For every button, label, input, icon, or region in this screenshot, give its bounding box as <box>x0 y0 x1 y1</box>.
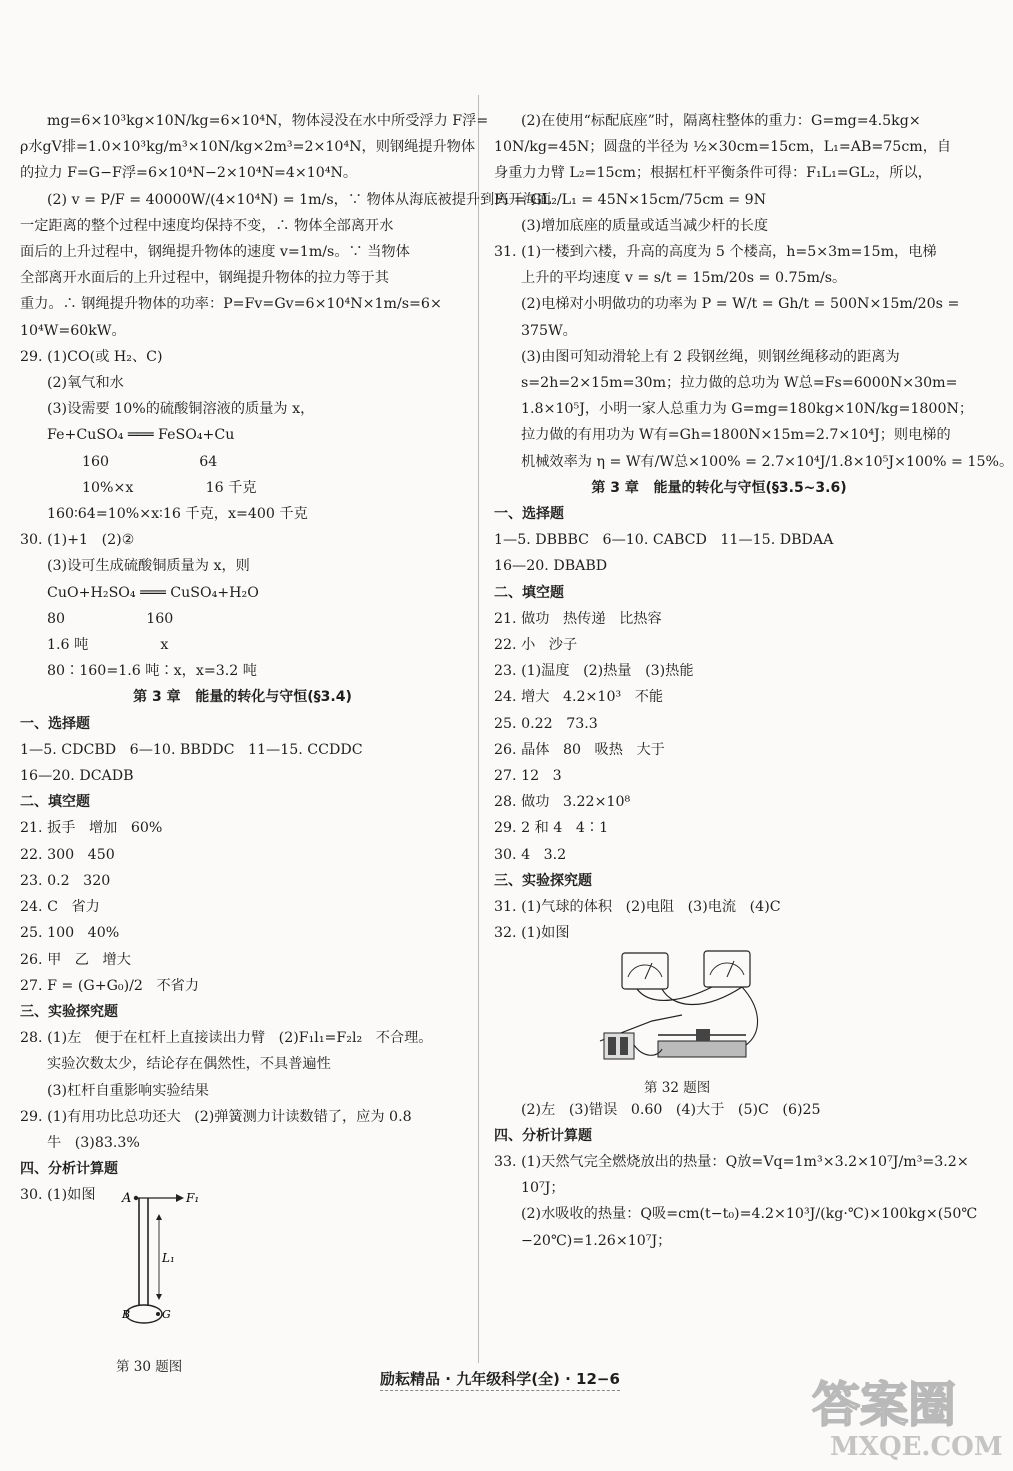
label-B: B <box>122 1308 131 1322</box>
footer-text: 励耘精品 · 九年级科学(全) · 12−6 <box>380 1370 620 1388</box>
section-title: 三、实验探究题 <box>20 1003 118 1020</box>
text-line: 375W。 <box>521 322 577 339</box>
text-line: 16—20. DCADB <box>20 768 134 785</box>
section-title: 二、填空题 <box>494 584 564 601</box>
text-line: s=2h=2×15m=30m；拉力做的总功为 W总=Fs=6000N×30m= <box>521 375 958 392</box>
text-line: 23. 0.2 320 <box>20 872 111 889</box>
answer-31: 31. (1)一楼到六楼，升高的高度为 5 个楼高，h=5×3m=15m，电梯 <box>494 244 937 261</box>
label-F1: F₁ <box>186 1191 200 1206</box>
formula-line: (2)电梯对小明做功的功率为 P = W/t = Gh/t = 500N×15m/20s = <box>521 296 960 313</box>
figure-caption: 第 30 题图 <box>116 1359 183 1376</box>
text-line: 面后的上升过程中，钢绳提升物体的速度 v=1m/s。∵ 当物体 <box>20 244 410 261</box>
watermark-brand: 答案圈 <box>812 1377 957 1433</box>
text-line: (3)设可生成硫酸铜质量为 x，则 <box>47 558 250 575</box>
watermark-logo <box>804 1361 1003 1462</box>
text-line: (2)在使用“标配底座”时，隔离柱整体的重力：G=mg=4.5kg× <box>521 113 921 129</box>
text-line: 的拉力 F=G−F浮=6×10⁴N−2×10⁴N=4×10⁴N。 <box>20 165 358 182</box>
figure-30 <box>20 1182 465 1382</box>
text-line: 31. (1)气球的体积 (2)电阻 (3)电流 (4)C <box>494 899 781 916</box>
formula-line: 上升的平均速度 v = s/t = 15m/20s = 0.75m/s。 <box>521 270 847 287</box>
text-line: 160∶64=10%×x∶16 千克，x=400 千克 <box>47 506 308 523</box>
watermark-url: MXQE.COM <box>830 1432 1003 1462</box>
text-line: (3)增加底座的质量或适当减少杆的长度 <box>521 217 769 234</box>
text-line: (3)由图可知动滑轮上有 2 段钢丝绳，则钢丝绳移动的距离为 <box>521 348 900 365</box>
text-line: (3)设需要 10%的硫酸铜溶液的质量为 x， <box>47 401 315 418</box>
section-title: 一、选择题 <box>20 715 90 732</box>
text-line: 22. 300 450 <box>20 846 115 863</box>
equation-line: Fe+CuSO₄ ═══ FeSO₄+Cu <box>47 427 235 444</box>
text-line: 32. (1)如图 <box>494 925 570 942</box>
text-line: 80 160 <box>47 610 174 627</box>
text-line: 22. 小 沙子 <box>494 637 578 654</box>
text-line: 10⁴W=60kW。 <box>20 322 126 339</box>
lever-diagram <box>102 1186 222 1336</box>
text-line: 一定距离的整个过程中速度均保持不变，∴ 物体全部离开水 <box>20 217 394 234</box>
text-line: 重力。∴ 钢绳提升物体的功率：P=Fv=Gv=6×10⁴N×1m/s=6× <box>20 296 442 313</box>
right-column <box>494 108 1013 1254</box>
text-line: 25. 100 40% <box>20 925 120 942</box>
text-line: 30. 4 3.2 <box>494 846 567 863</box>
equation-line: CuO+H₂SO₄ ═══ CuSO₄+H₂O <box>47 584 259 601</box>
text-line: 全部离开水面后的上升过程中，钢绳提升物体的拉力等于其 <box>20 270 389 287</box>
text-line: 29. (1)有用功比总功还大 (2)弹簧测力计读数错了，应为 0.8 <box>20 1108 412 1125</box>
text-line: 牛 (3)83.3% <box>47 1134 140 1151</box>
formula-line: 机械效率为 η = W有/W总×100% = 2.7×10⁴J/1.8×10⁵J×100% = 15%。 <box>521 453 1013 470</box>
text-line: (2)左 (3)错误 0.60 (4)大于 (5)C (6)25 <box>521 1101 821 1118</box>
text-line: (2)水吸收的热量：Q吸=cm(t−t₀)=4.2×10³J/(kg·℃)×100kg×(50℃ <box>521 1206 978 1223</box>
text-line: 80∶160=1.6 吨∶x，x=3.2 吨 <box>47 663 257 680</box>
section-title: 二、填空题 <box>20 794 90 811</box>
section-title: 四、分析计算题 <box>20 1161 118 1178</box>
formula-line: F₁ = GL₂/L₁ = 45N×15cm/75cm = 9N <box>494 191 767 208</box>
text-line: 10⁷J； <box>521 1180 565 1197</box>
text-line: 30. (1)如图 <box>20 1187 96 1204</box>
text-line: mg=6×10³kg×10N/kg=6×10⁴N，物体浸没在水中所受浮力 F浮= <box>47 113 489 129</box>
text-line: −20℃)=1.26×10⁷J； <box>521 1232 672 1249</box>
text-line: (3)杠杆自重影响实验结果 <box>47 1082 209 1099</box>
text-line: 10N/kg=45N；圆盘的半径为 ½×30cm=15cm，L₁=AB=75cm，自 <box>494 139 952 156</box>
label-L1: L₁ <box>162 1251 175 1266</box>
text-line: (2)氧气和水 <box>47 375 124 392</box>
answer-30: 30. (1)+1 (2)② <box>20 532 135 549</box>
text-line: ρ水gV排=1.0×10³kg/m³×10N/kg×2m³=2×10⁴N，则钢绳提升物体 <box>20 139 476 156</box>
text-line: 21. 做功 热传递 比热容 <box>494 610 662 627</box>
circuit-diagram <box>592 949 772 1077</box>
text-line: 1—5. DBBBC 6—10. CABCD 11—15. DBDAA <box>494 532 834 549</box>
text-line: 10%×x 16 千克 <box>82 479 257 496</box>
text-line: 27. 12 3 <box>494 768 562 785</box>
chapter-title: 第 3 章 能量的转化与守恒(§3.4) <box>133 689 352 706</box>
text-line: 29. 2 和 4 4∶1 <box>494 820 609 837</box>
chapter-title: 第 3 章 能量的转化与守恒(§3.5~3.6) <box>591 479 847 496</box>
text-line: 拉力做的有用功为 W有=Gh=1800N×15m=2.7×10⁴J；则电梯的 <box>521 427 951 444</box>
text-line: 24. 增大 4.2×10³ 不能 <box>494 689 664 706</box>
column-divider <box>478 95 479 1363</box>
text-line: 28. (1)左 便于在杠杆上直接读出力臂 (2)F₁l₁=F₂l₂ 不合理。 <box>20 1030 433 1047</box>
figure-caption: 第 32 题图 <box>644 1079 711 1096</box>
text-line: 27. F = (G+G₀)/2 不省力 <box>20 977 200 994</box>
section-title: 一、选择题 <box>494 506 564 523</box>
label-G: G <box>162 1308 171 1322</box>
text-line: 身重力力臂 L₂=15cm；根据杠杆平衡条件可得：F₁L₁=GL₂，所以， <box>494 165 932 182</box>
answer-33: 33. (1)天然气完全燃烧放出的热量：Q放=Vq=1m³×3.2×10⁷J/m³=3.2× <box>494 1153 969 1170</box>
text-line: 实验次数太少，结论存在偶然性，不具普遍性 <box>47 1056 331 1073</box>
text-line: 1—5. CDCBD 6—10. BBDDC 11—15. CCDDC <box>20 741 363 758</box>
text-line: 28. 做功 3.22×10⁸ <box>494 794 631 811</box>
text-line: 160 64 <box>82 453 218 470</box>
label-A: A <box>122 1191 132 1207</box>
section-title: 三、实验探究题 <box>494 872 592 889</box>
text-line: (2) v = P/F = 40000W/(4×10⁴N) = 1m/s，∵ 物体从海底被提升到离开海面 <box>47 191 552 208</box>
section-title: 四、分析计算题 <box>494 1127 592 1144</box>
text-line: 26. 晶体 80 吸热 大于 <box>494 741 665 758</box>
text-line: 23. (1)温度 (2)热量 (3)热能 <box>494 663 694 680</box>
footer-rule <box>380 1390 620 1391</box>
figure-32 <box>494 947 944 1097</box>
text-line: 26. 甲 乙 增大 <box>20 951 131 968</box>
text-line: 21. 扳手 增加 60% <box>20 820 163 837</box>
answer-29: 29. (1)CO(或 H₂、C) <box>20 348 163 365</box>
text-line: 25. 0.22 73.3 <box>494 715 598 732</box>
text-line: 1.8×10⁵J，小明一家人总重力为 G=mg=180kg×10N/kg=1800N； <box>521 401 974 418</box>
text-line: 24. C 省力 <box>20 899 100 916</box>
text-line: 1.6 吨 x <box>47 637 169 654</box>
text-line: 16—20. DBABD <box>494 558 608 575</box>
